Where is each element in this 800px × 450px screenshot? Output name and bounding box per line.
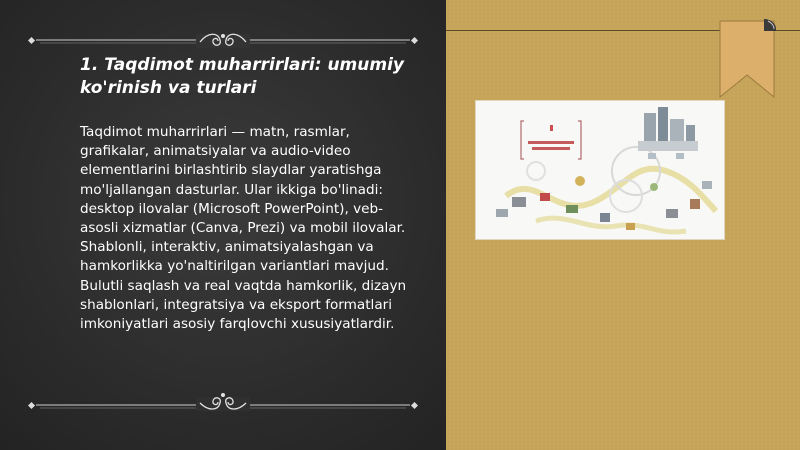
- bookmark-ribbon-icon: [716, 17, 778, 101]
- slide-body-text: Taqdimot muharrirlari — matn, rasmlar, grafikalar, animatsiyalar va audio-video elementlarini birlashtirib slaydlar yaratishga mo'ljallangan dasturlar. Ular ikkiga bo'linadi: desktop ilovalar (Microsoft PowerPoint), veb-asosli xizmatlar (Canva, Prezi) va mobil ilovalar. Shablonli, interaktiv, animatsiyalashgan va hamkorlikka yo'naltirilgan variantlari mavjud. Bulutli saqlash va real vaqtda hamkorlik, dizayn shablonlari, integratsiya va eksport formatlari imkoniyatlari asosiy farqlovchi xususiyatlardir.: [80, 124, 407, 333]
- prezi-map-image: [475, 100, 725, 240]
- top-flourish-ornament: [28, 28, 418, 52]
- bottom-flourish-ornament: [28, 391, 418, 415]
- slide-title: 1. Taqdimot muharrirlari: umumiy ko'rinish va turlari: [80, 55, 404, 98]
